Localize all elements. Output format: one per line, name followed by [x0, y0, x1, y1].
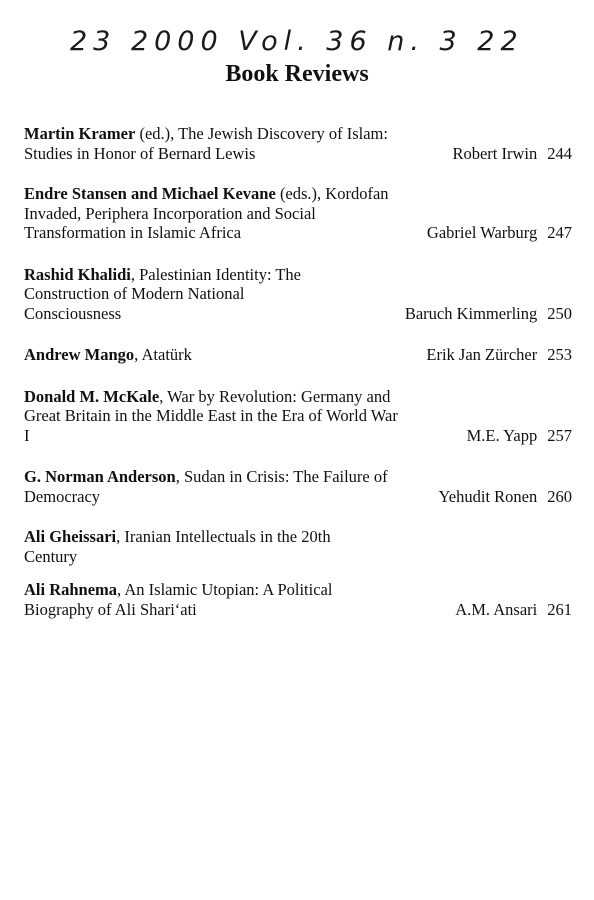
page-number: 244 — [547, 143, 572, 163]
book-title: , War by Revolution: Germany and Great Britain in the Middle East in the Era of World War I — [24, 386, 398, 445]
review-citation — [24, 184, 414, 243]
book-author: Rashid Khalidi — [24, 264, 131, 284]
reviewer-name: Gabriel Warburg — [426, 223, 538, 242]
reviewer-info — [467, 426, 572, 446]
book-author: G. Norman Anderson — [24, 467, 176, 486]
page-number: 260 — [547, 486, 572, 506]
review-citation — [24, 387, 404, 446]
book-author: Endre Stansen and Michael Kevane — [24, 184, 276, 203]
reviewer-info — [439, 487, 572, 507]
reviewer-info — [452, 144, 572, 164]
book-title: (ed.), The Jewish Discovery of Islam: Studies in Honor of Bernard Lewis — [24, 124, 388, 163]
book-author: Donald M. McKale — [24, 386, 160, 406]
book-author: Martin Kramer — [24, 124, 136, 143]
page-number: 253 — [547, 345, 572, 364]
reviewer-info — [405, 304, 572, 324]
reviewer-info — [426, 345, 572, 365]
book-title: , An Islamic Utopian: A Political Biography of Ali Shari‘ati — [24, 580, 333, 619]
reviewer-name: Baruch Kimmerling — [404, 303, 538, 323]
review-citation — [24, 124, 414, 163]
reviewer-name: Robert Irwin — [452, 143, 538, 163]
review-citation — [24, 580, 384, 619]
review-list — [24, 124, 572, 619]
review-entry-2 — [24, 184, 572, 243]
review-entry-7 — [24, 527, 572, 566]
page-number: 257 — [547, 425, 572, 445]
reviewer-info — [427, 223, 572, 243]
page-number: 247 — [547, 223, 572, 242]
reviewer-name: Erik Jan Zürcher — [426, 345, 538, 364]
reviewer-name: M.E. Yapp — [466, 425, 538, 445]
review-entry-8 — [24, 580, 572, 619]
review-entry-6 — [24, 467, 572, 506]
page-number: 250 — [547, 303, 572, 323]
review-entry-4 — [24, 345, 572, 365]
review-citation — [24, 345, 414, 365]
book-title: , Iranian Intellectuals in the 20th Century — [24, 527, 331, 566]
handwritten-note-text: 23 2000 Vol. 36 n. 3 22 — [70, 26, 524, 57]
review-entry-3 — [24, 265, 572, 324]
book-title: , Palestinian Identity: The Construction of Modern National Consciousness — [24, 264, 302, 323]
book-author: Andrew Mango — [24, 345, 135, 364]
book-title: , Sudan in Crisis: The Failure of Democracy — [24, 467, 388, 506]
reviewer-info — [455, 600, 572, 620]
book-title: , Atatürk — [134, 345, 192, 364]
book-author: Ali Rahnema — [24, 580, 118, 599]
review-entry-5 — [24, 387, 572, 446]
review-citation — [24, 467, 419, 506]
book-author: Ali Gheissari — [24, 527, 117, 546]
book-title: (eds.), Kordofan Invaded, Periphera Incorporation and Social Transformation in Islamic Africa — [24, 184, 389, 242]
reviewer-name: A.M. Ansari — [455, 599, 538, 619]
reviewer-name: Yehudit Ronen — [438, 486, 538, 506]
page-title: Book Reviews — [225, 61, 369, 87]
review-entry-1 — [24, 124, 572, 163]
page-number: 261 — [547, 599, 572, 619]
review-citation — [24, 527, 369, 566]
review-citation — [24, 265, 314, 324]
